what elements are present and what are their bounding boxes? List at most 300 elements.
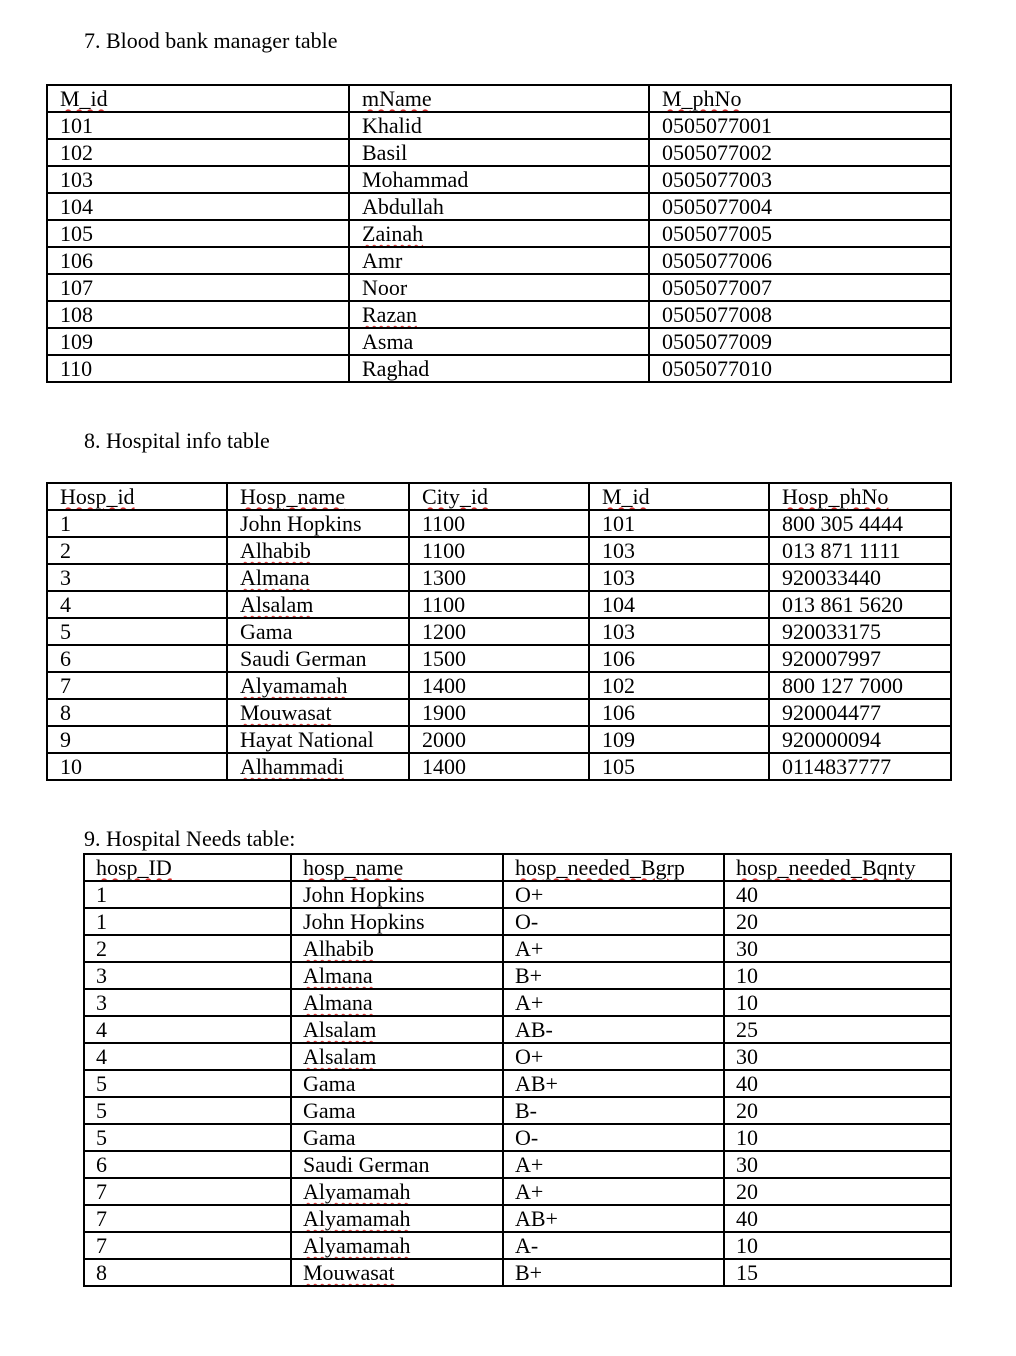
table-cell (47, 564, 227, 591)
table-cell (47, 139, 349, 166)
table-row (84, 1043, 951, 1070)
table-cell (84, 1043, 291, 1070)
cell-text: Mouwasat (303, 1260, 395, 1285)
table-row (84, 1205, 951, 1232)
table-cell (84, 1259, 291, 1286)
cell-text: 104 (602, 592, 635, 617)
cell-text: 800 127 7000 (782, 673, 903, 698)
cell-text: 920033440 (782, 565, 881, 590)
table-cell (349, 139, 649, 166)
column-header-label: M_id (602, 484, 650, 509)
cell-text: A+ (515, 1152, 544, 1177)
cell-text: Alyamamah (303, 1233, 411, 1258)
table-cell (291, 1151, 503, 1178)
table-cell (349, 112, 649, 139)
cell-text: 1100 (422, 511, 466, 536)
table-cell (769, 699, 951, 726)
column-header (409, 483, 589, 510)
cell-text: AB- (515, 1017, 553, 1042)
table-cell (589, 591, 769, 618)
table-cell (47, 274, 349, 301)
table-cell (47, 645, 227, 672)
table-row (47, 328, 951, 355)
cell-text: 6 (96, 1152, 107, 1177)
table-cell (649, 247, 951, 274)
table-row (84, 935, 951, 962)
table-row (47, 726, 951, 753)
table-row (84, 1070, 951, 1097)
table-cell (503, 1043, 724, 1070)
cell-text: 3 (60, 565, 71, 590)
table-cell (47, 537, 227, 564)
table-row (47, 510, 951, 537)
column-header-label: M_id (60, 86, 108, 111)
column-header-label: City_id (422, 484, 489, 509)
cell-text: 7 (96, 1179, 107, 1204)
table-cell (291, 962, 503, 989)
cell-text: 104 (60, 194, 93, 219)
table-cell (84, 1016, 291, 1043)
cell-text: 101 (60, 113, 93, 138)
table-cell (291, 908, 503, 935)
table-cell (227, 510, 409, 537)
table-cell (227, 699, 409, 726)
cell-text: 9 (60, 727, 71, 752)
table-cell (503, 881, 724, 908)
table-cell (503, 989, 724, 1016)
table-row (84, 1151, 951, 1178)
cell-text: 920033175 (782, 619, 881, 644)
column-header-label: hosp_needed_Bgrp (515, 855, 685, 880)
table-cell (589, 699, 769, 726)
cell-text: O+ (515, 1044, 544, 1069)
cell-text: John Hopkins (303, 882, 425, 907)
table-cell (227, 564, 409, 591)
table-row (47, 591, 951, 618)
table-cell (724, 935, 951, 962)
table-cell (84, 1178, 291, 1205)
table-row (84, 1259, 951, 1286)
cell-text: A+ (515, 990, 544, 1015)
table-row (84, 1016, 951, 1043)
table-cell (47, 591, 227, 618)
table-cell (503, 1205, 724, 1232)
cell-text: 30 (736, 1152, 758, 1177)
cell-text: O+ (515, 882, 544, 907)
table-cell (227, 645, 409, 672)
cell-text: Raghad (362, 356, 430, 381)
cell-text: Zainah (362, 221, 424, 246)
table-cell (769, 591, 951, 618)
cell-text: Mohammad (362, 167, 469, 192)
table-cell (291, 1232, 503, 1259)
table-cell (84, 1151, 291, 1178)
cell-text: Gama (303, 1125, 356, 1150)
cell-text: 0505077006 (662, 248, 772, 273)
table-cell (724, 1124, 951, 1151)
column-header-label: M_phNo (662, 86, 742, 111)
cell-text: 1 (96, 909, 107, 934)
cell-text: 108 (60, 302, 93, 327)
cell-text: 1900 (422, 700, 466, 725)
column-header-label: Hosp_name (240, 484, 346, 509)
table-cell (47, 699, 227, 726)
cell-text: 013 871 1111 (782, 538, 901, 563)
column-header-label: Hosp_phNo (782, 484, 889, 509)
cell-text: 8 (96, 1260, 107, 1285)
table-cell (649, 274, 951, 301)
header-row (47, 85, 951, 112)
table-row (84, 1232, 951, 1259)
cell-text: 920004477 (782, 700, 881, 725)
table-cell (503, 1151, 724, 1178)
column-header (649, 85, 951, 112)
table-cell (503, 962, 724, 989)
table-cell (769, 726, 951, 753)
cell-text: Gama (240, 619, 293, 644)
table-cell (769, 510, 951, 537)
table-cell (589, 510, 769, 537)
table-cell (589, 726, 769, 753)
table-cell (47, 301, 349, 328)
table-cell (291, 881, 503, 908)
table-cell (503, 1232, 724, 1259)
cell-text: Gama (303, 1071, 356, 1096)
cell-text: 0505077002 (662, 140, 772, 165)
table-cell (503, 1124, 724, 1151)
table-row (47, 193, 951, 220)
table-cell (47, 672, 227, 699)
column-header-label: hosp_name (303, 855, 404, 880)
table-row (47, 355, 951, 382)
hospital-needs-table (83, 853, 952, 1287)
table-cell (649, 112, 951, 139)
cell-text: Khalid (362, 113, 422, 138)
table-cell (227, 672, 409, 699)
table-cell (769, 672, 951, 699)
cell-text: 6 (60, 646, 71, 671)
table-cell (724, 1232, 951, 1259)
table-cell (649, 193, 951, 220)
cell-text: 103 (60, 167, 93, 192)
cell-text: 0505077003 (662, 167, 772, 192)
table-row (84, 1097, 951, 1124)
cell-text: 2 (60, 538, 71, 563)
cell-text: 103 (602, 619, 635, 644)
cell-text: 800 305 4444 (782, 511, 903, 536)
table-row (47, 274, 951, 301)
cell-text: Alyamamah (240, 673, 348, 698)
table-cell (47, 112, 349, 139)
table-cell (409, 753, 589, 780)
cell-text: 4 (60, 592, 71, 617)
table-cell (724, 1205, 951, 1232)
cell-text: 20 (736, 1098, 758, 1123)
column-header (769, 483, 951, 510)
cell-text: B+ (515, 1260, 543, 1285)
table-cell (589, 672, 769, 699)
cell-text: 20 (736, 1179, 758, 1204)
table-cell (291, 1016, 503, 1043)
table-cell (589, 564, 769, 591)
table-row (47, 672, 951, 699)
table-cell (84, 962, 291, 989)
column-header-label: mName (362, 86, 432, 111)
cell-text: O- (515, 1125, 539, 1150)
table-cell (84, 881, 291, 908)
cell-text: 1100 (422, 538, 466, 563)
cell-text: 103 (602, 538, 635, 563)
table-cell (589, 645, 769, 672)
table-cell (409, 537, 589, 564)
header-row (47, 483, 951, 510)
table-cell (227, 726, 409, 753)
cell-text: 0505077005 (662, 221, 772, 246)
cell-text: Razan (362, 302, 417, 327)
table-cell (769, 753, 951, 780)
cell-text: 1400 (422, 754, 466, 779)
cell-text: 1 (96, 882, 107, 907)
table-cell (724, 962, 951, 989)
table-cell (589, 618, 769, 645)
table-row (47, 699, 951, 726)
cell-text: Basil (362, 140, 408, 165)
cell-text: Alsalam (240, 592, 314, 617)
cell-text: O- (515, 909, 539, 934)
cell-text: AB+ (515, 1071, 558, 1096)
cell-text: 106 (602, 646, 635, 671)
table-cell (503, 935, 724, 962)
table-cell (724, 1043, 951, 1070)
cell-text: 0114837777 (782, 754, 892, 779)
table-cell (503, 1259, 724, 1286)
table-cell (589, 753, 769, 780)
cell-text: 0505077009 (662, 329, 772, 354)
column-header (227, 483, 409, 510)
table-row (47, 753, 951, 780)
table-row (84, 989, 951, 1016)
cell-text: 7 (96, 1233, 107, 1258)
cell-text: 40 (736, 1071, 758, 1096)
table-cell (409, 699, 589, 726)
cell-text: 1200 (422, 619, 466, 644)
section-7-heading: 7. Blood bank manager table (84, 28, 338, 53)
table-cell (503, 908, 724, 935)
cell-text: 8 (60, 700, 71, 725)
table-cell (409, 645, 589, 672)
cell-text: 0505077007 (662, 275, 772, 300)
cell-text: 30 (736, 1044, 758, 1069)
table-cell (769, 618, 951, 645)
table-cell (503, 1178, 724, 1205)
table-row (84, 962, 951, 989)
table-cell (724, 1259, 951, 1286)
table-cell (409, 672, 589, 699)
table-cell (589, 537, 769, 564)
table-cell (724, 1151, 951, 1178)
table-cell (227, 618, 409, 645)
table-cell (769, 645, 951, 672)
cell-text: Hayat National (240, 727, 374, 752)
table-row (47, 220, 951, 247)
cell-text: 10 (736, 1233, 758, 1258)
table-cell (47, 355, 349, 382)
cell-text: 7 (96, 1206, 107, 1231)
cell-text: 1 (60, 511, 71, 536)
cell-text: Almana (303, 990, 373, 1015)
cell-text: Gama (303, 1098, 356, 1123)
cell-text: 920007997 (782, 646, 881, 671)
cell-text: 013 861 5620 (782, 592, 903, 617)
cell-text: 101 (602, 511, 635, 536)
cell-text: 20 (736, 909, 758, 934)
cell-text: Abdullah (362, 194, 444, 219)
cell-text: 109 (602, 727, 635, 752)
table-row (84, 881, 951, 908)
table-cell (227, 591, 409, 618)
column-header (589, 483, 769, 510)
table-cell (84, 989, 291, 1016)
cell-text: A- (515, 1233, 539, 1258)
table-cell (47, 753, 227, 780)
cell-text: 4 (96, 1017, 107, 1042)
cell-text: 0505077001 (662, 113, 772, 138)
table-row (47, 564, 951, 591)
cell-text: 105 (60, 221, 93, 246)
table-cell (84, 1070, 291, 1097)
cell-text: Alhabib (240, 538, 311, 563)
cell-text: Saudi German (303, 1152, 430, 1177)
cell-text: 106 (602, 700, 635, 725)
table-cell (349, 301, 649, 328)
table-row (47, 112, 951, 139)
table-cell (649, 139, 951, 166)
table-cell (649, 355, 951, 382)
cell-text: Almana (240, 565, 310, 590)
table-cell (503, 1070, 724, 1097)
table-cell (47, 193, 349, 220)
table-row (47, 618, 951, 645)
cell-text: 5 (96, 1098, 107, 1123)
cell-text: AB+ (515, 1206, 558, 1231)
cell-text: 1100 (422, 592, 466, 617)
table-cell (84, 935, 291, 962)
cell-text: Asma (362, 329, 414, 354)
table-row (84, 1178, 951, 1205)
cell-text: 107 (60, 275, 93, 300)
cell-text: 920000094 (782, 727, 881, 752)
table-row (47, 645, 951, 672)
table-cell (84, 1097, 291, 1124)
table-cell (649, 328, 951, 355)
column-header (291, 854, 503, 881)
cell-text: 105 (602, 754, 635, 779)
table-cell (349, 220, 649, 247)
table-cell (291, 1124, 503, 1151)
cell-text: Alhabib (303, 936, 374, 961)
cell-text: 102 (602, 673, 635, 698)
cell-text: 15 (736, 1260, 758, 1285)
cell-text: Alyamamah (303, 1179, 411, 1204)
table-cell (84, 1232, 291, 1259)
cell-text: 0505077010 (662, 356, 772, 381)
cell-text: B- (515, 1098, 537, 1123)
cell-text: 106 (60, 248, 93, 273)
table-cell (291, 1259, 503, 1286)
column-header (724, 854, 951, 881)
table-cell (47, 220, 349, 247)
table-cell (409, 510, 589, 537)
cell-text: A+ (515, 1179, 544, 1204)
table-cell (409, 564, 589, 591)
table-cell (84, 908, 291, 935)
section-8-heading: 8. Hospital info table (84, 428, 270, 453)
cell-text: 40 (736, 882, 758, 907)
table-row (47, 139, 951, 166)
cell-text: 2 (96, 936, 107, 961)
cell-text: 103 (602, 565, 635, 590)
hospital-info-table (46, 482, 952, 781)
table-row (47, 537, 951, 564)
table-cell (409, 618, 589, 645)
table-cell (724, 989, 951, 1016)
cell-text: Noor (362, 275, 408, 300)
cell-text: John Hopkins (303, 909, 425, 934)
column-header-label: hosp_ID (96, 855, 172, 880)
table-cell (349, 247, 649, 274)
cell-text: 10 (60, 754, 82, 779)
table-cell (227, 537, 409, 564)
table-cell (349, 328, 649, 355)
cell-text: Amr (362, 248, 403, 273)
table-cell (409, 591, 589, 618)
table-cell (769, 537, 951, 564)
column-header-label: Hosp_id (60, 484, 135, 509)
table-cell (291, 1178, 503, 1205)
table-row (47, 166, 951, 193)
table-cell (84, 1205, 291, 1232)
column-header (503, 854, 724, 881)
cell-text: Alsalam (303, 1044, 377, 1069)
table-cell (503, 1097, 724, 1124)
table-cell (724, 1016, 951, 1043)
column-header (47, 483, 227, 510)
table-cell (227, 753, 409, 780)
table-cell (649, 166, 951, 193)
cell-text: 0505077008 (662, 302, 772, 327)
table-cell (291, 1205, 503, 1232)
cell-text: 10 (736, 990, 758, 1015)
table-cell (291, 1097, 503, 1124)
table-cell (769, 564, 951, 591)
cell-text: 1500 (422, 646, 466, 671)
cell-text: 1400 (422, 673, 466, 698)
column-header-label: hosp_needed_Bqnty (736, 855, 916, 880)
cell-text: Mouwasat (240, 700, 332, 725)
table-cell (47, 328, 349, 355)
blood-bank-manager-table (46, 84, 952, 383)
table-cell (47, 510, 227, 537)
table-cell (47, 618, 227, 645)
cell-text: Alhammadi (240, 754, 344, 779)
cell-text: 3 (96, 990, 107, 1015)
cell-text: 2000 (422, 727, 466, 752)
cell-text: Alsalam (303, 1017, 377, 1042)
table-cell (724, 881, 951, 908)
cell-text: 25 (736, 1017, 758, 1042)
column-header (84, 854, 291, 881)
cell-text: 4 (96, 1044, 107, 1069)
